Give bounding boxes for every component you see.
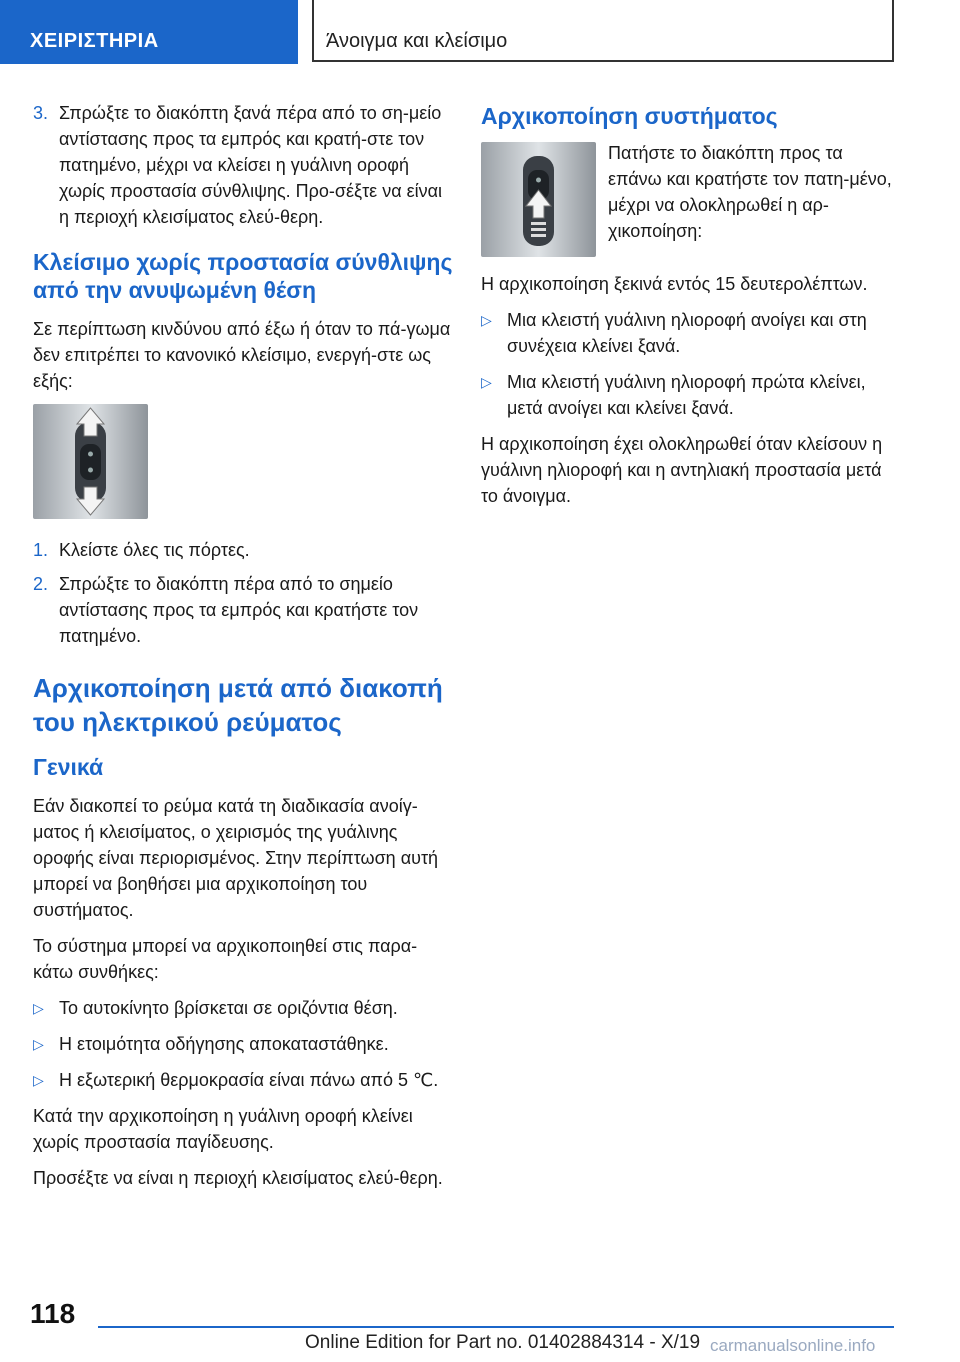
watermark: carmanualsonline.info [710, 1336, 876, 1355]
figure-with-caption [481, 142, 901, 257]
heading-initialization-after-power-loss: Αρχικοποίηση μετά από διακοπή του ηλεκτρικού ρεύματος [33, 673, 443, 737]
bullet-text: Η εξωτερική θερμοκρασία είναι πάνω από 5 ℃. [59, 1070, 439, 1090]
section-tab [0, 0, 298, 64]
chapter-tab [312, 0, 894, 62]
step-text: Σπρώξτε το διακόπτη ξανά πέρα από το ση-μείο αντίστασης προς τα εμπρός και κρατή-στε τον πατημένο, μέχρι να κλείσει η γυάλινη οροφή χωρίς προστασία σύνθλιψης. Προ-σέξτε να είναι η περιοχή κλεισίματος ελεύ-θερη. [59, 103, 443, 227]
step-1 [33, 537, 453, 563]
step-2 [33, 571, 453, 649]
list-item [33, 1067, 453, 1093]
step-number: 1. [33, 540, 49, 560]
step-number: 2. [33, 574, 49, 594]
list-item [33, 1031, 453, 1057]
general-paragraph-2: Το σύστημα μπορεί να αρχικοποιηθεί στις παρα-κάτω συνθήκες: [33, 936, 418, 982]
general-paragraph-3: Κατά την αρχικοποίηση η γυάλινη οροφή κλείνει χωρίς προστασία παγίδευσης. [33, 1106, 413, 1152]
bullet-text: Το αυτοκίνητο βρίσκεται σε οριζόντια θέση. [59, 998, 398, 1018]
page-number: 118 [30, 1298, 76, 1329]
heading-general: Γενικά [33, 754, 104, 780]
triangle-bullet-icon: ▷ [33, 1036, 44, 1052]
heading-system-initialization: Αρχικοποίηση συστήματος [481, 103, 778, 129]
heading-closing-without-protection: Κλείσιμο χωρίς προστασία σύνθλιψης από την ανυψωμένη θέση [33, 249, 453, 303]
triangle-bullet-icon: ▷ [481, 374, 492, 390]
switch-figure-up [481, 142, 596, 257]
switch-figure-up-down [33, 404, 148, 519]
bullet-text: Μια κλειστή γυάλινη ηλιοροφή ανοίγει και στη συνέχεια κλείνει ξανά. [507, 310, 867, 356]
triangle-bullet-icon: ▷ [481, 312, 492, 328]
triangle-bullet-icon: ▷ [33, 1072, 44, 1088]
closing-intro: Σε περίπτωση κινδύνου από έξω ή όταν το πά-γωμα δεν επιτρέπει το κανονικό κλείσιμο, ενεργή-στε ως εξής: [33, 319, 451, 391]
bullet-text: Μια κλειστή γυάλινη ηλιοροφή πρώτα κλείνει, μετά ανοίγει και κλείνει ξανά. [507, 372, 866, 418]
step-text: Σπρώξτε το διακόπτη πέρα από το σημείο αντίστασης προς τα εμπρός και κρατήστε τον πατημένο. [59, 574, 419, 646]
list-item [481, 307, 901, 359]
general-paragraph-1: Εάν διακοπεί το ρεύμα κατά τη διαδικασία ανοίγ-ματος ή κλεισίματος, ο χειρισμός της γυάλινης οροφής είναι περιορισμένος. Στην περίπτωση αυτή μπορεί να βοηθήσει μια αρχικοποίηση του συστήματος. [33, 796, 439, 920]
start-paragraph: Η αρχικοποίηση ξεκινά εντός 15 δευτερολέπτων. [481, 274, 868, 294]
triangle-bullet-icon: ▷ [33, 1000, 44, 1016]
figure-caption: Πατήστε το διακόπτη προς τα επάνω και κρατήστε τον πατη-μένο, μέχρι να ολοκληρωθεί η αρ-χικοποίηση: [608, 143, 892, 241]
chapter-title: Άνοιγμα και κλείσιμο [326, 30, 508, 52]
step-number: 3. [33, 103, 49, 123]
list-item [33, 995, 453, 1021]
bullet-text: Η ετοιμότητα οδήγησης αποκαταστάθηκε. [59, 1034, 389, 1054]
footer-divider [98, 1326, 894, 1328]
general-paragraph-4: Προσέξτε να είναι η περιοχή κλεισίματος ελεύ-θερη. [33, 1168, 443, 1188]
step-text: Κλείστε όλες τις πόρτες. [59, 540, 250, 560]
step-3 [33, 100, 453, 230]
left-column [33, 100, 453, 1201]
section-title: ΧΕΙΡΙΣΤΗΡΙΑ [30, 30, 159, 52]
completion-paragraph: Η αρχικοποίηση έχει ολοκληρωθεί όταν κλείσουν η γυάλινη ηλιοροφή και η αντηλιακή προστασία μετά το άνοιγμα. [481, 434, 883, 506]
list-item [481, 369, 901, 421]
edition-text: Online Edition for Part no. 01402884314 - X/19 [305, 1332, 701, 1353]
right-column [481, 100, 901, 519]
